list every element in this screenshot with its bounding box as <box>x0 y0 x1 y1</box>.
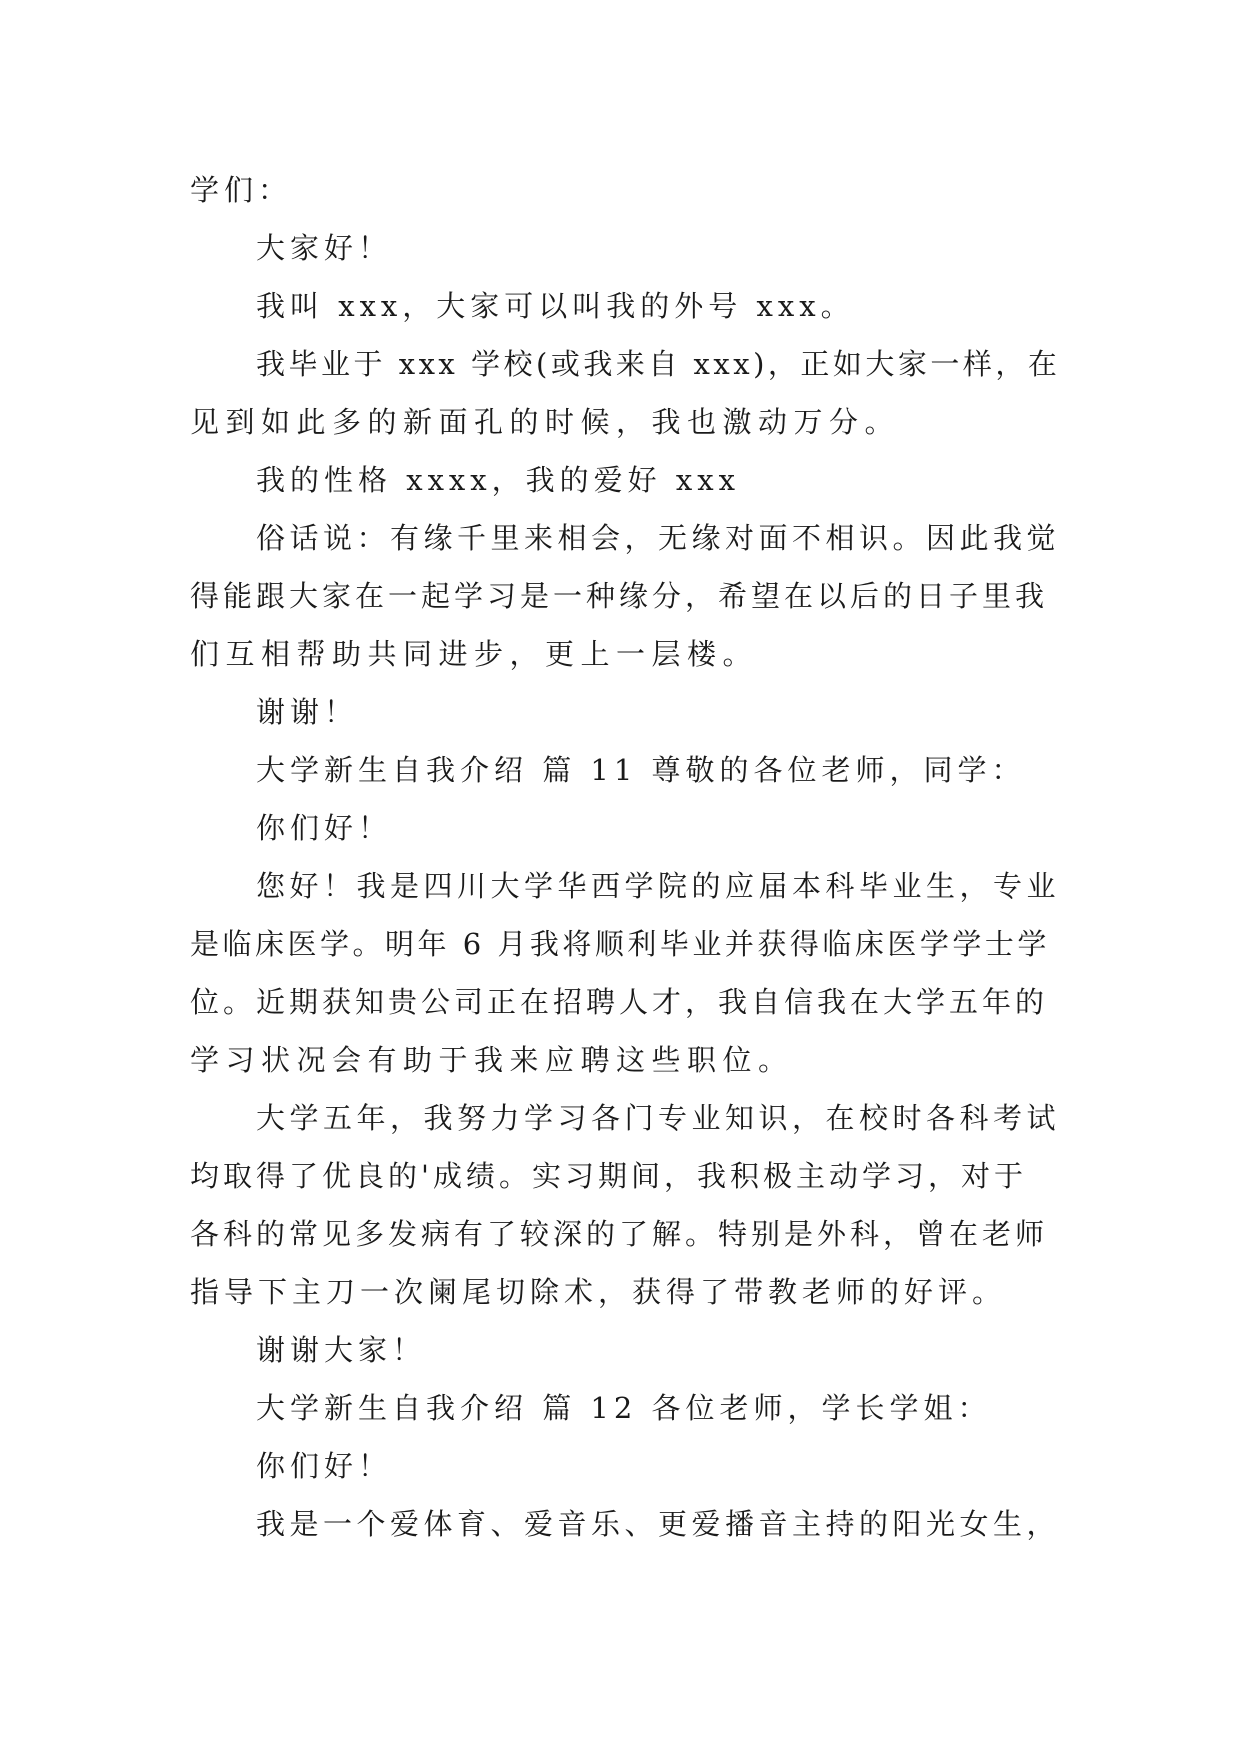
text-line: 是临床医学。明年 6 月我将顺利毕业并获得临床医学学士学 <box>190 927 1050 961</box>
text-line: 我的性格 xxxx，我的爱好 xxx <box>256 463 740 497</box>
text-line: 我是一个爱体育、爱音乐、更爱播音主持的阳光女生， <box>256 1507 1061 1541</box>
text-line: 指导下主刀一次阑尾切除术，获得了带教老师的好评。 <box>190 1275 1007 1309</box>
text-line: 们互相帮助共同进步，更上一层楼。 <box>190 637 759 671</box>
text-line: 谢谢大家！ <box>256 1333 427 1367</box>
text-line: 学们： <box>190 173 293 207</box>
text-line: 见到如此多的新面孔的时候，我也激动万分。 <box>190 405 901 439</box>
text-line: 各科的常见多发病有了较深的了解。特别是外科，曾在老师 <box>190 1217 1049 1251</box>
section-heading: 大学新生自我介绍 篇 11 尊敬的各位老师，同学： <box>256 753 1026 787</box>
text-line: 均取得了优良的'成绩。实习期间，我积极主动学习，对于 <box>190 1159 1027 1193</box>
section-heading: 大学新生自我介绍 篇 12 各位老师，学长学姐： <box>256 1391 992 1425</box>
text-line: 位。近期获知贵公司正在招聘人才，我自信我在大学五年的 <box>190 985 1049 1019</box>
text-line: 得能跟大家在一起学习是一种缘分，希望在以后的日子里我 <box>190 579 1049 613</box>
text-line: 我毕业于 xxx 学校(或我来自 xxx)，正如大家一样，在 <box>256 347 1061 381</box>
text-line: 你们好！ <box>256 1449 393 1483</box>
text-line: 谢谢！ <box>256 695 359 729</box>
text-line: 大家好！ <box>256 231 393 265</box>
text-line: 俗话说：有缘千里来相会，无缘对面不相识。因此我觉 <box>256 521 1061 555</box>
text-line: 你们好！ <box>256 811 393 845</box>
text-line: 学习状况会有助于我来应聘这些职位。 <box>190 1043 794 1077</box>
text-line: 大学五年，我努力学习各门专业知识，在校时各科考试 <box>256 1101 1061 1135</box>
text-line: 我叫 xxx，大家可以叫我的外号 xxx。 <box>256 289 855 323</box>
text-line: 您好！我是四川大学华西学院的应届本科毕业生，专业 <box>256 869 1061 903</box>
